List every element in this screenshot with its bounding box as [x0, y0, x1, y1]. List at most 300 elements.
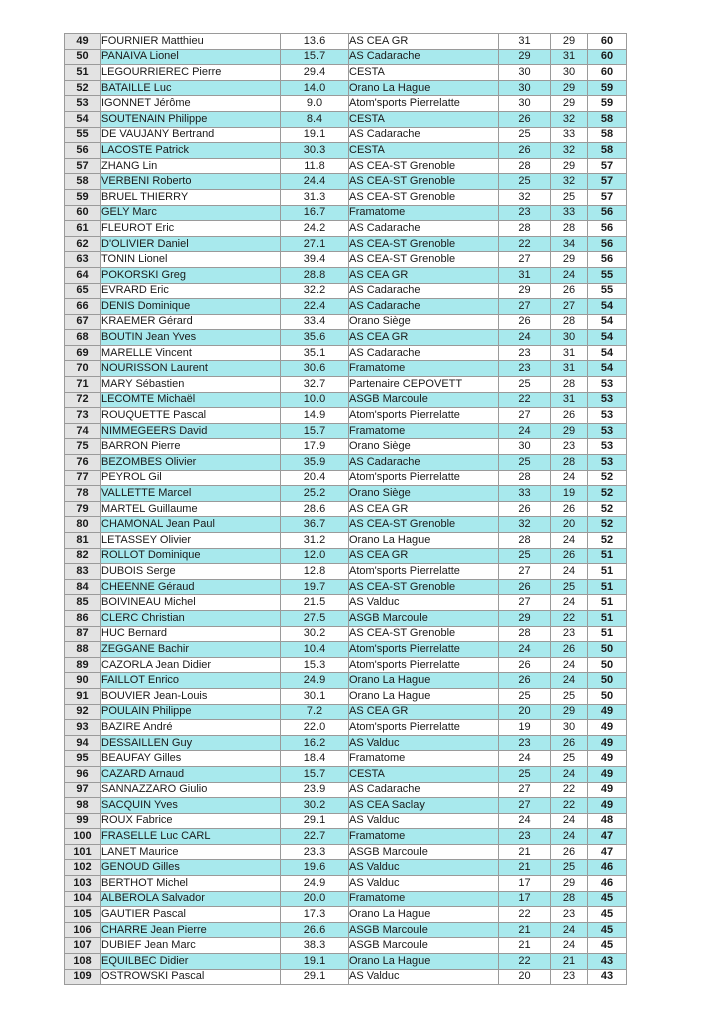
rank-cell: 87 [65, 626, 101, 642]
total-cell: 53 [588, 392, 627, 408]
rank-cell: 52 [65, 80, 101, 96]
player-name-cell: BARRON Pierre [101, 439, 281, 455]
table-row [65, 548, 627, 564]
score1-cell: 25 [499, 455, 551, 471]
player-name-cell: CLERC Christian [101, 610, 281, 626]
player-name-cell: DE VAUJANY Bertrand [101, 127, 281, 143]
player-name-cell: BRUEL THIERRY [101, 189, 281, 205]
player-name-cell: BEZOMBES Olivier [101, 455, 281, 471]
index-cell: 20.0 [281, 891, 349, 907]
rank-cell: 54 [65, 111, 101, 127]
rank-cell: 55 [65, 127, 101, 143]
table-row [65, 455, 627, 471]
score1-cell: 24 [499, 813, 551, 829]
score2-cell: 29 [551, 423, 588, 439]
table-row [65, 408, 627, 424]
results-table [64, 33, 627, 985]
table-row [65, 688, 627, 704]
score1-cell: 24 [499, 423, 551, 439]
index-cell: 15.7 [281, 49, 349, 65]
table-row [65, 922, 627, 938]
score1-cell: 28 [499, 158, 551, 174]
total-cell: 57 [588, 158, 627, 174]
index-cell: 30.1 [281, 688, 349, 704]
player-name-cell: FAILLOT Enrico [101, 673, 281, 689]
score1-cell: 23 [499, 735, 551, 751]
total-cell: 55 [588, 283, 627, 299]
player-name-cell: BOUVIER Jean-Louis [101, 688, 281, 704]
table-row [65, 657, 627, 673]
score2-cell: 23 [551, 626, 588, 642]
score1-cell: 22 [499, 907, 551, 923]
table-row [65, 876, 627, 892]
score1-cell: 23 [499, 829, 551, 845]
score1-cell: 27 [499, 595, 551, 611]
score2-cell: 24 [551, 470, 588, 486]
score2-cell: 28 [551, 221, 588, 237]
player-name-cell: VALLETTE Marcel [101, 486, 281, 502]
score1-cell: 28 [499, 470, 551, 486]
rank-cell: 85 [65, 595, 101, 611]
player-name-cell: SANNAZZARO Giulio [101, 782, 281, 798]
rank-cell: 106 [65, 922, 101, 938]
score2-cell: 32 [551, 174, 588, 190]
player-name-cell: LEGOURRIEREC Pierre [101, 65, 281, 81]
player-name-cell: FRASELLE Luc CARL [101, 829, 281, 845]
table-row [65, 158, 627, 174]
total-cell: 53 [588, 377, 627, 393]
total-cell: 59 [588, 96, 627, 112]
table-row [65, 174, 627, 190]
total-cell: 55 [588, 267, 627, 283]
table-row [65, 595, 627, 611]
total-cell: 51 [588, 564, 627, 580]
rank-cell: 90 [65, 673, 101, 689]
player-name-cell: EVRARD Eric [101, 283, 281, 299]
index-cell: 30.2 [281, 626, 349, 642]
score2-cell: 25 [551, 751, 588, 767]
table-row [65, 330, 627, 346]
index-cell: 35.9 [281, 455, 349, 471]
player-name-cell: ROUX Fabrice [101, 813, 281, 829]
index-cell: 39.4 [281, 252, 349, 268]
rank-cell: 81 [65, 533, 101, 549]
club-cell: AS Valduc [349, 876, 499, 892]
index-cell: 29.1 [281, 813, 349, 829]
score1-cell: 25 [499, 688, 551, 704]
score1-cell: 26 [499, 314, 551, 330]
table-row [65, 626, 627, 642]
index-cell: 27.1 [281, 236, 349, 252]
score2-cell: 30 [551, 65, 588, 81]
rank-cell: 79 [65, 501, 101, 517]
total-cell: 58 [588, 111, 627, 127]
score1-cell: 27 [499, 782, 551, 798]
score1-cell: 27 [499, 564, 551, 580]
table-row [65, 766, 627, 782]
total-cell: 54 [588, 330, 627, 346]
rank-cell: 51 [65, 65, 101, 81]
score2-cell: 34 [551, 236, 588, 252]
total-cell: 49 [588, 798, 627, 814]
score1-cell: 23 [499, 345, 551, 361]
index-cell: 21.5 [281, 595, 349, 611]
rank-cell: 95 [65, 751, 101, 767]
total-cell: 56 [588, 205, 627, 221]
index-cell: 23.3 [281, 844, 349, 860]
table-row [65, 65, 627, 81]
player-name-cell: VERBENI Roberto [101, 174, 281, 190]
player-name-cell: CAZARD Arnaud [101, 766, 281, 782]
table-row [65, 127, 627, 143]
index-cell: 30.3 [281, 143, 349, 159]
club-cell: Orano La Hague [349, 533, 499, 549]
index-cell: 18.4 [281, 751, 349, 767]
score2-cell: 23 [551, 969, 588, 985]
rank-cell: 58 [65, 174, 101, 190]
index-cell: 22.0 [281, 720, 349, 736]
score2-cell: 29 [551, 876, 588, 892]
club-cell: Orano La Hague [349, 673, 499, 689]
index-cell: 14.9 [281, 408, 349, 424]
total-cell: 47 [588, 829, 627, 845]
score1-cell: 17 [499, 891, 551, 907]
rank-cell: 109 [65, 969, 101, 985]
player-name-cell: DENIS Dominique [101, 299, 281, 315]
score1-cell: 22 [499, 954, 551, 970]
player-name-cell: SACQUIN Yves [101, 798, 281, 814]
club-cell: CESTA [349, 143, 499, 159]
index-cell: 35.6 [281, 330, 349, 346]
rank-cell: 74 [65, 423, 101, 439]
score2-cell: 19 [551, 486, 588, 502]
table-row [65, 673, 627, 689]
table-row [65, 579, 627, 595]
score2-cell: 26 [551, 735, 588, 751]
score1-cell: 30 [499, 65, 551, 81]
rank-cell: 107 [65, 938, 101, 954]
score2-cell: 30 [551, 330, 588, 346]
score1-cell: 28 [499, 626, 551, 642]
total-cell: 56 [588, 252, 627, 268]
rank-cell: 92 [65, 704, 101, 720]
score1-cell: 33 [499, 486, 551, 502]
index-cell: 10.4 [281, 642, 349, 658]
rank-cell: 75 [65, 439, 101, 455]
club-cell: AS Cadarache [349, 127, 499, 143]
score1-cell: 19 [499, 720, 551, 736]
score2-cell: 33 [551, 205, 588, 221]
table-row [65, 143, 627, 159]
rank-cell: 108 [65, 954, 101, 970]
rank-cell: 78 [65, 486, 101, 502]
table-row [65, 938, 627, 954]
player-name-cell: LANET Maurice [101, 844, 281, 860]
score1-cell: 26 [499, 579, 551, 595]
score1-cell: 31 [499, 34, 551, 50]
club-cell: Orano Siège [349, 314, 499, 330]
total-cell: 60 [588, 49, 627, 65]
score1-cell: 21 [499, 844, 551, 860]
table-row [65, 891, 627, 907]
player-name-cell: CHARRE Jean Pierre [101, 922, 281, 938]
table-row [65, 205, 627, 221]
club-cell: AS CEA GR [349, 330, 499, 346]
total-cell: 59 [588, 80, 627, 96]
table-row [65, 907, 627, 923]
score1-cell: 21 [499, 860, 551, 876]
score2-cell: 26 [551, 642, 588, 658]
player-name-cell: DUBIEF Jean Marc [101, 938, 281, 954]
index-cell: 19.6 [281, 860, 349, 876]
club-cell: Framatome [349, 205, 499, 221]
score2-cell: 24 [551, 595, 588, 611]
rank-cell: 105 [65, 907, 101, 923]
rank-cell: 82 [65, 548, 101, 564]
score2-cell: 28 [551, 455, 588, 471]
score2-cell: 31 [551, 345, 588, 361]
table-row [65, 314, 627, 330]
score1-cell: 25 [499, 127, 551, 143]
total-cell: 49 [588, 751, 627, 767]
player-name-cell: PEYROL Gil [101, 470, 281, 486]
index-cell: 36.7 [281, 517, 349, 533]
rank-cell: 73 [65, 408, 101, 424]
club-cell: AS CEA GR [349, 704, 499, 720]
club-cell: Atom'sports Pierrelatte [349, 408, 499, 424]
total-cell: 53 [588, 439, 627, 455]
rank-cell: 72 [65, 392, 101, 408]
rank-cell: 83 [65, 564, 101, 580]
club-cell: Atom'sports Pierrelatte [349, 470, 499, 486]
player-name-cell: KRAEMER Gérard [101, 314, 281, 330]
table-row [65, 782, 627, 798]
club-cell: AS Cadarache [349, 221, 499, 237]
club-cell: AS CEA-ST Grenoble [349, 252, 499, 268]
player-name-cell: SOUTENAIN Philippe [101, 111, 281, 127]
player-name-cell: ZEGGANE Bachir [101, 642, 281, 658]
index-cell: 11.8 [281, 158, 349, 174]
rank-cell: 80 [65, 517, 101, 533]
results-page [64, 33, 626, 985]
club-cell: Framatome [349, 751, 499, 767]
score2-cell: 25 [551, 688, 588, 704]
score2-cell: 25 [551, 579, 588, 595]
rank-cell: 77 [65, 470, 101, 486]
score1-cell: 27 [499, 798, 551, 814]
table-row [65, 704, 627, 720]
club-cell: ASGB Marcoule [349, 392, 499, 408]
player-name-cell: BEAUFAY Gilles [101, 751, 281, 767]
club-cell: AS CEA GR [349, 267, 499, 283]
score2-cell: 31 [551, 361, 588, 377]
score1-cell: 26 [499, 657, 551, 673]
total-cell: 60 [588, 65, 627, 81]
score1-cell: 26 [499, 143, 551, 159]
club-cell: AS CEA-ST Grenoble [349, 158, 499, 174]
index-cell: 24.9 [281, 673, 349, 689]
club-cell: AS CEA GR [349, 34, 499, 50]
index-cell: 12.0 [281, 548, 349, 564]
score2-cell: 24 [551, 922, 588, 938]
score1-cell: 26 [499, 673, 551, 689]
total-cell: 57 [588, 189, 627, 205]
club-cell: Orano La Hague [349, 688, 499, 704]
player-name-cell: GENOUD Gilles [101, 860, 281, 876]
table-row [65, 642, 627, 658]
score1-cell: 27 [499, 408, 551, 424]
score2-cell: 29 [551, 704, 588, 720]
total-cell: 52 [588, 533, 627, 549]
table-row [65, 813, 627, 829]
index-cell: 13.6 [281, 34, 349, 50]
score1-cell: 26 [499, 111, 551, 127]
total-cell: 51 [588, 595, 627, 611]
total-cell: 58 [588, 143, 627, 159]
rank-cell: 102 [65, 860, 101, 876]
rank-cell: 61 [65, 221, 101, 237]
player-name-cell: BOIVINEAU Michel [101, 595, 281, 611]
club-cell: AS CEA-ST Grenoble [349, 174, 499, 190]
table-row [65, 221, 627, 237]
score2-cell: 22 [551, 782, 588, 798]
score1-cell: 24 [499, 642, 551, 658]
club-cell: Atom'sports Pierrelatte [349, 96, 499, 112]
score2-cell: 32 [551, 111, 588, 127]
score2-cell: 24 [551, 938, 588, 954]
table-row [65, 236, 627, 252]
score2-cell: 26 [551, 408, 588, 424]
total-cell: 49 [588, 766, 627, 782]
index-cell: 17.9 [281, 439, 349, 455]
total-cell: 56 [588, 221, 627, 237]
player-name-cell: EQUILBEC Didier [101, 954, 281, 970]
score2-cell: 24 [551, 657, 588, 673]
score1-cell: 23 [499, 205, 551, 221]
score1-cell: 24 [499, 330, 551, 346]
club-cell: AS Cadarache [349, 345, 499, 361]
rank-cell: 94 [65, 735, 101, 751]
score2-cell: 24 [551, 829, 588, 845]
player-name-cell: LECOMTE Michaël [101, 392, 281, 408]
table-row [65, 610, 627, 626]
score1-cell: 25 [499, 548, 551, 564]
total-cell: 53 [588, 455, 627, 471]
score2-cell: 26 [551, 283, 588, 299]
rank-cell: 69 [65, 345, 101, 361]
player-name-cell: BAZIRE André [101, 720, 281, 736]
score1-cell: 27 [499, 299, 551, 315]
player-name-cell: BOUTIN Jean Yves [101, 330, 281, 346]
total-cell: 45 [588, 891, 627, 907]
club-cell: Framatome [349, 423, 499, 439]
player-name-cell: LETASSEY Olivier [101, 533, 281, 549]
table-row [65, 49, 627, 65]
index-cell: 15.7 [281, 766, 349, 782]
score1-cell: 31 [499, 267, 551, 283]
rank-cell: 103 [65, 876, 101, 892]
rank-cell: 70 [65, 361, 101, 377]
total-cell: 54 [588, 345, 627, 361]
total-cell: 49 [588, 735, 627, 751]
index-cell: 24.2 [281, 221, 349, 237]
club-cell: Orano Siège [349, 486, 499, 502]
score1-cell: 25 [499, 377, 551, 393]
table-row [65, 517, 627, 533]
player-name-cell: MARTEL Guillaume [101, 501, 281, 517]
score2-cell: 22 [551, 610, 588, 626]
club-cell: Orano Siège [349, 439, 499, 455]
score1-cell: 22 [499, 392, 551, 408]
index-cell: 16.7 [281, 205, 349, 221]
rank-cell: 89 [65, 657, 101, 673]
club-cell: Atom'sports Pierrelatte [349, 720, 499, 736]
player-name-cell: ROUQUETTE Pascal [101, 408, 281, 424]
score1-cell: 32 [499, 517, 551, 533]
player-name-cell: DUBOIS Serge [101, 564, 281, 580]
club-cell: CESTA [349, 65, 499, 81]
rank-cell: 100 [65, 829, 101, 845]
score2-cell: 26 [551, 548, 588, 564]
score2-cell: 29 [551, 252, 588, 268]
player-name-cell: FLEUROT Eric [101, 221, 281, 237]
club-cell: AS CEA GR [349, 501, 499, 517]
table-row [65, 720, 627, 736]
score2-cell: 23 [551, 907, 588, 923]
table-row [65, 735, 627, 751]
player-name-cell: MARY Sébastien [101, 377, 281, 393]
results-table-body [65, 34, 627, 985]
score1-cell: 29 [499, 610, 551, 626]
total-cell: 51 [588, 579, 627, 595]
club-cell: Atom'sports Pierrelatte [349, 564, 499, 580]
index-cell: 7.2 [281, 704, 349, 720]
player-name-cell: BATAILLE Luc [101, 80, 281, 96]
club-cell: AS CEA-ST Grenoble [349, 189, 499, 205]
score1-cell: 28 [499, 533, 551, 549]
total-cell: 51 [588, 548, 627, 564]
table-row [65, 111, 627, 127]
player-name-cell: MARELLE Vincent [101, 345, 281, 361]
rank-cell: 91 [65, 688, 101, 704]
score1-cell: 20 [499, 704, 551, 720]
score2-cell: 23 [551, 439, 588, 455]
table-row [65, 96, 627, 112]
rank-cell: 50 [65, 49, 101, 65]
total-cell: 52 [588, 517, 627, 533]
player-name-cell: CAZORLA Jean Didier [101, 657, 281, 673]
score2-cell: 21 [551, 954, 588, 970]
table-row [65, 533, 627, 549]
score1-cell: 22 [499, 236, 551, 252]
score2-cell: 29 [551, 34, 588, 50]
table-row [65, 954, 627, 970]
rank-cell: 56 [65, 143, 101, 159]
rank-cell: 49 [65, 34, 101, 50]
club-cell: Orano La Hague [349, 954, 499, 970]
total-cell: 48 [588, 813, 627, 829]
score2-cell: 26 [551, 844, 588, 860]
score1-cell: 23 [499, 361, 551, 377]
total-cell: 58 [588, 127, 627, 143]
total-cell: 51 [588, 610, 627, 626]
club-cell: ASGB Marcoule [349, 844, 499, 860]
rank-cell: 65 [65, 283, 101, 299]
total-cell: 52 [588, 470, 627, 486]
index-cell: 19.1 [281, 954, 349, 970]
index-cell: 31.3 [281, 189, 349, 205]
index-cell: 31.2 [281, 533, 349, 549]
